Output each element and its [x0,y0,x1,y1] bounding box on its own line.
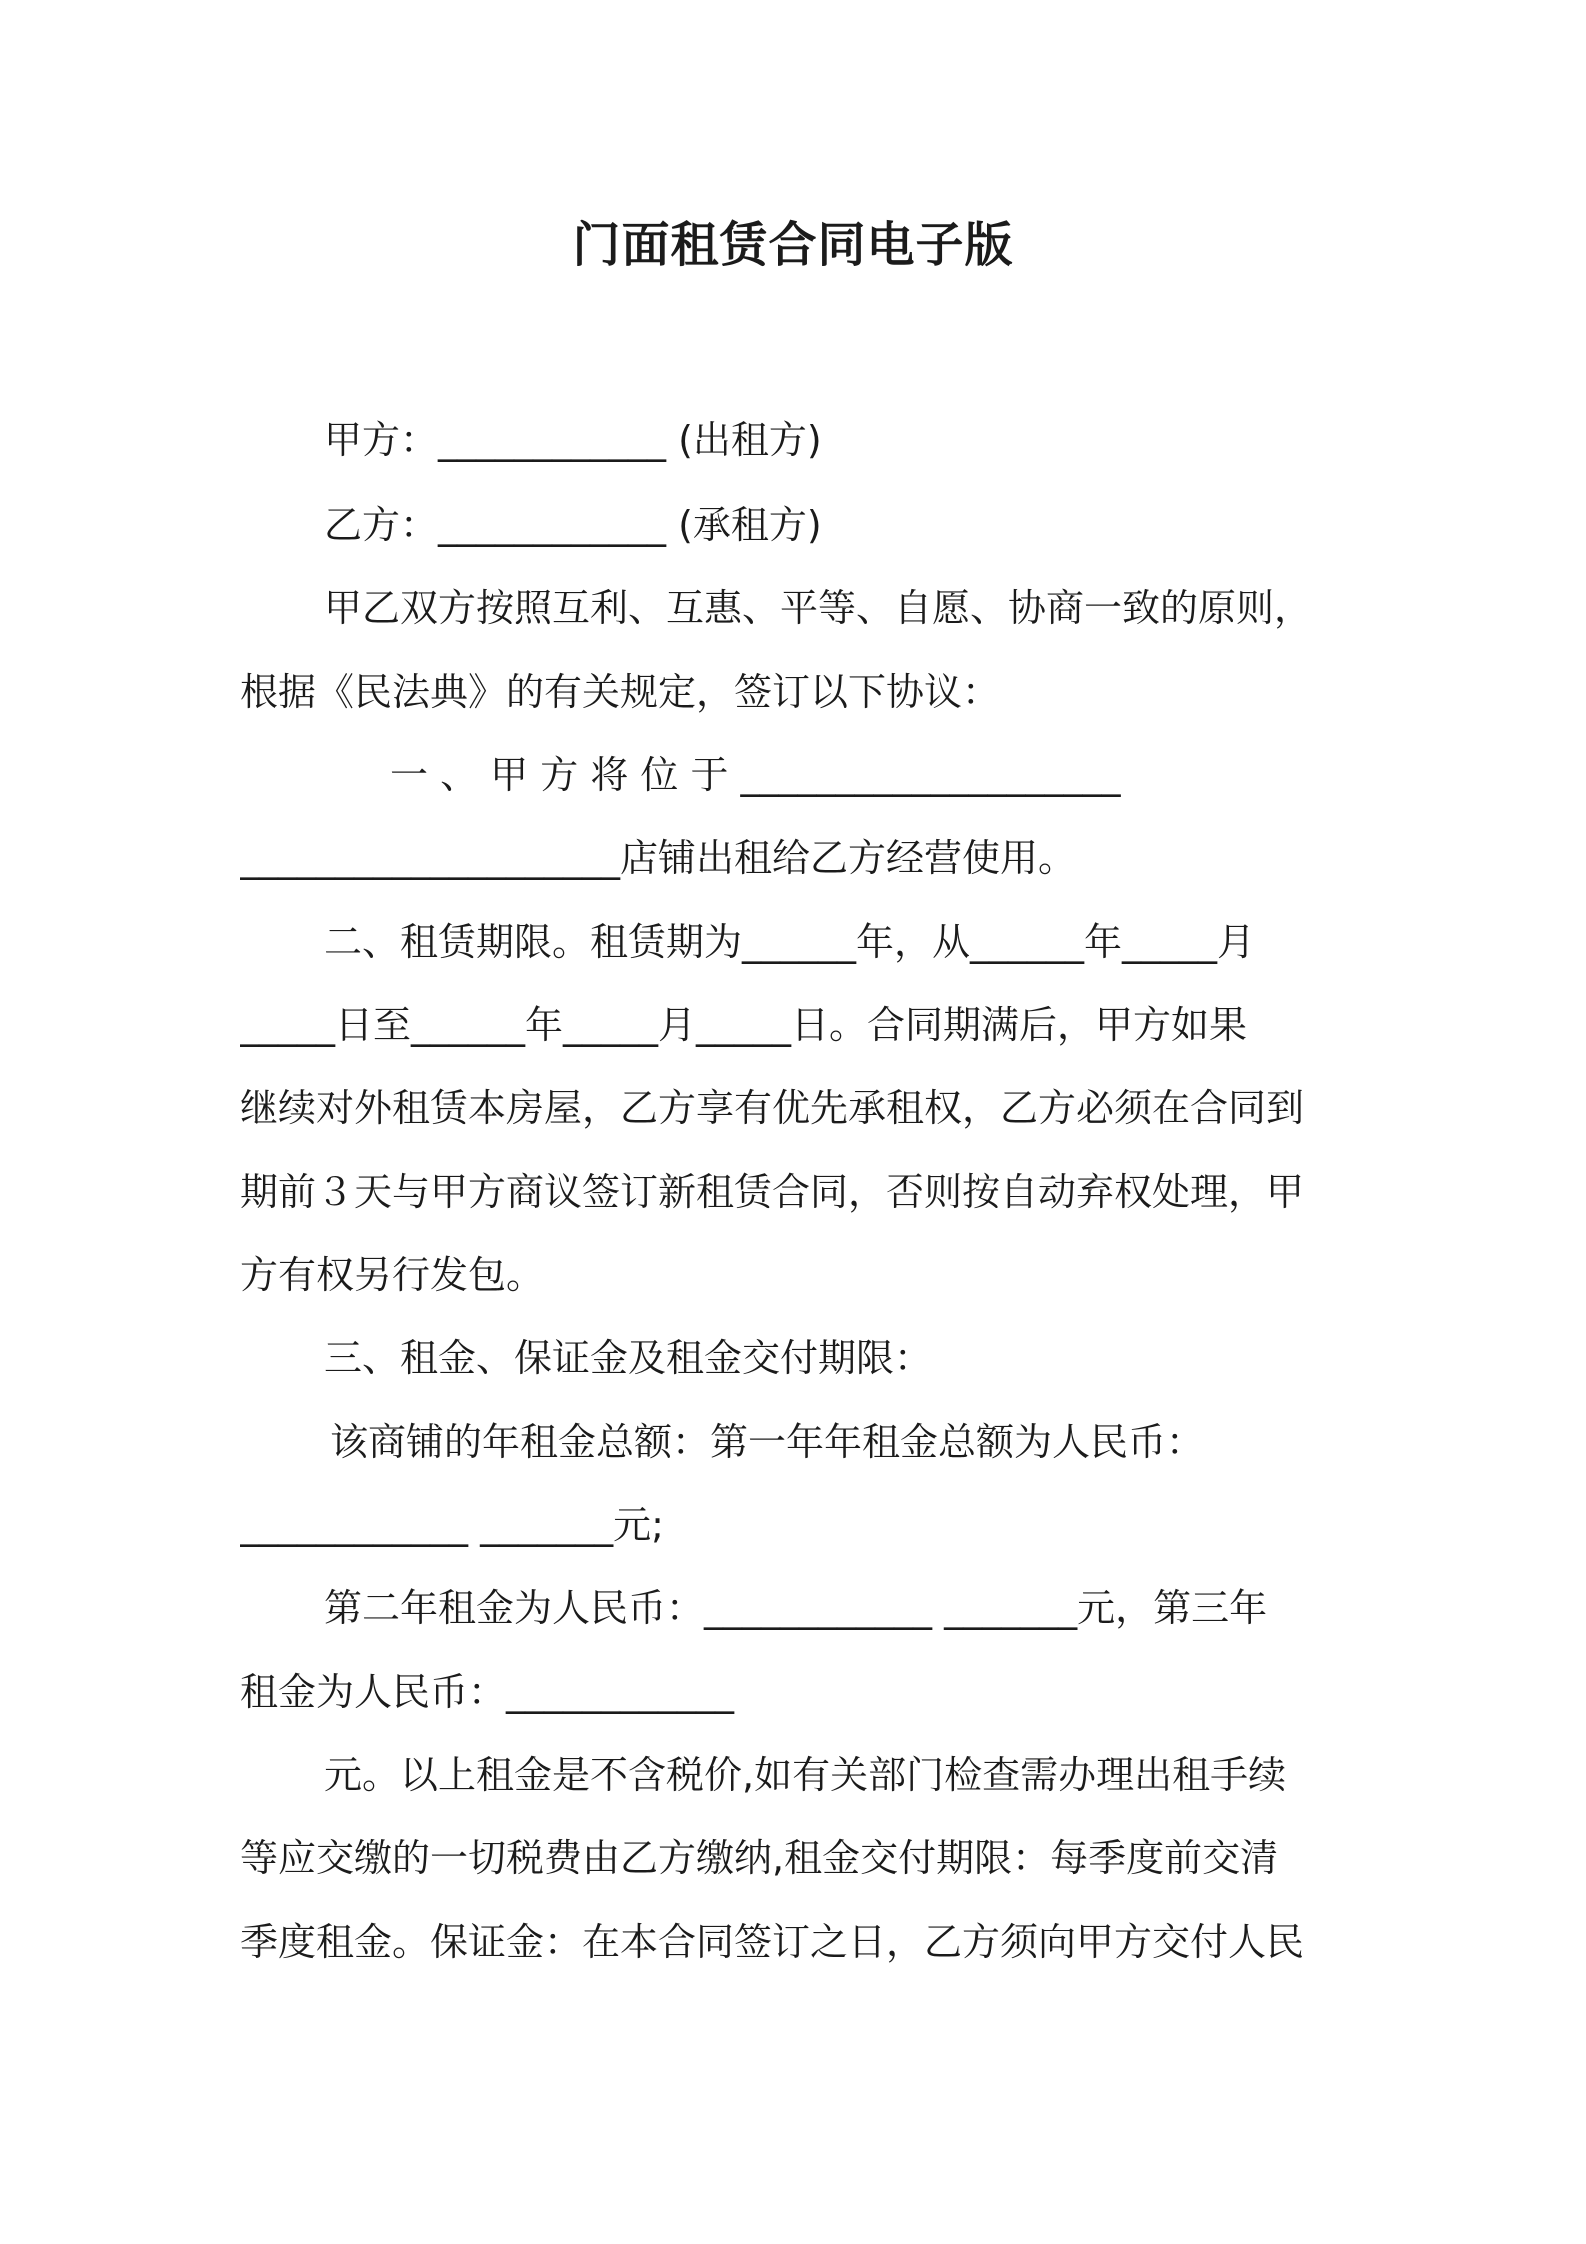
clause-2-line-2: _____日至______年_____月_____日。合同期满后，甲方如果 [240,1003,1248,1047]
document-title: 门面租赁合同电子版 [572,217,1014,273]
clause-3-line-2: ____________ _______元; [240,1503,664,1547]
clause-3-line-5: 元。以上租金是不含税价,如有关部门检查需办理出租手续 [324,1753,1287,1797]
party-b-line: 乙方：____________ (承租方) [324,503,822,547]
clause-2-line-1: 二、租赁期限。租赁期为______年，从______年_____月 [324,920,1256,964]
clause-2-line-3: 继续对外租赁本房屋，乙方享有优先承租权，乙方必须在合同到 [240,1086,1305,1130]
clause-3-line-7: 季度租金。保证金：在本合同签订之日，乙方须向甲方交付人民 [240,1920,1305,1964]
clause-1-line-2: ____________________店铺出租给乙方经营使用。 [240,836,1077,880]
clause-2-line-5: 方有权另行发包。 [240,1253,545,1297]
clause-3-line-3: 第二年租金为人民币：____________ _______元，第三年 [324,1586,1268,1630]
clause-3-line-4: 租金为人民币：____________ [240,1670,735,1714]
party-a-line: 甲方：____________ (出租方) [324,418,822,462]
agreement-intro-line-2: 根据《民法典》的有关规定，签订以下协议： [240,670,1001,714]
clause-3-heading: 三、租金、保证金及租金交付期限： [324,1336,933,1380]
agreement-intro-line-1: 甲乙双方按照互利、互惠、平等、自愿、协商一致的原则， [324,586,1313,630]
clause-3-line-1: 该商铺的年租金总额：第一年年租金总额为人民币： [330,1420,1205,1464]
clause-2-line-4: 期前３天与甲方商议签订新租赁合同，否则按自动弃权处理，甲 [240,1170,1305,1214]
clause-3-line-6: 等应交缴的一切税费由乙方缴纳,租金交付期限：每季度前交清 [240,1836,1279,1880]
clause-1-line-1: 一 、 甲 方 将 位 于 ____________________ [390,753,1121,797]
